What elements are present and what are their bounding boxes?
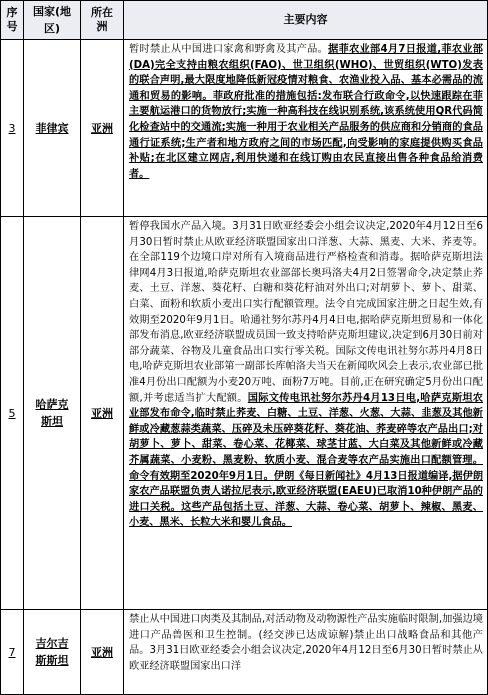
- row-continent: [81, 40, 124, 217]
- content-paragraph: 伊朗《每日新闻社》4月13日报道编译,据伊朗家农产品联盟负责人诺拉尼表示,欧亚经济联盟(EAEU)已取消10种伊朗产品的进口关税。这些产品包括土豆、洋葱、大蒜、卷心菜、胡萝卜、辣椒、黑麦、小麦、黑米、长粒大米和婴儿食品。: [129, 470, 484, 529]
- header-country: [24, 1, 81, 40]
- table-header-row: [1, 1, 488, 40]
- row-no: [1, 40, 24, 217]
- content-paragraph: 据菲农业部4月7日报道,菲农业部(DA)完全支持由粮农组织(FAO)、世卫组织(WHO)、世贸组织(WTO)发表的联合声明,最大限度地降低新冠疫情对粮食、农渔业投入品、基本必需品的流通和贸易的影响。: [129, 44, 483, 102]
- row-continent: [81, 610, 124, 695]
- content-paragraph: 暂时禁止从中国进口家禽和野禽及其产品。: [129, 44, 329, 55]
- content-paragraph: 国际文传电讯社努尔苏丹4月13日电,哈萨克斯坦农业部发布命令,临时禁止荞麦、白糖、土豆、洋葱、火葱、大蒜、韭葱及其他新鲜或冷藏葱蒜类蔬菜、压碎及未压碎葵花籽、葵花油、荞麦碎等农产品出口;对胡萝卜、萝卜、甜菜、卷心菜、花椰菜、球茎甘蓝、大白菜及其他新鲜或冷藏芥属蔬菜、小麦粉、黑麦粉、软质小麦、混合麦等农产品实施出口配额管理。命令有效期至2020年9月1日。: [129, 392, 483, 482]
- row-no-text: 7: [8, 645, 16, 659]
- content-paragraph: 暂停我国水产品入境。3月31日欧亚经委会小组会议决定,2020年4月12日至6月30日暂时禁止从欧亚经济联盟国家出口洋葱、大蒜、黑麦、大米、荞麦等。在全部119个边境口岸对所有入境商品进行严格检查和消毒。据哈萨克斯坦法律网4月3日报道,哈萨克斯坦农业部部长奥玛洛夫4月2日签署命令,决定禁止荞麦、土豆、洋葱、葵花籽、白糖和葵花籽油对外出口;对胡萝卜、萝卜、甜菜、白菜、面粉和软质小麦出口实行配额管理。法令自完成国家注册之日起生效,有效期至2020年9月1日。哈通社努尔苏丹4月4日电,据哈萨克斯坦贸易和一体化部发布消息,欧亚经济联盟成员国一致支持哈萨克斯坦建议,决定到6月30日前对部分蔬菜、谷物及儿童食品出口实行零关税。国际文传电讯社努尔苏丹4月8日电,哈萨克斯坦农业部第一副部长库帕洛夫当天在新闻吹风会上表示,农业部已批准4月份出口配额为小麦20万吨、面粉7万吨。目前,正在研究确定5月份出口配额,并考虑适当扩大配额。: [129, 221, 483, 404]
- table-row: [1, 610, 488, 695]
- header-no: [1, 1, 24, 40]
- row-no-text: 3: [8, 121, 16, 135]
- header-country-text: 国家(地 区): [32, 5, 72, 35]
- row-country-text: 吉尔吉 斯斯坦: [35, 637, 69, 667]
- content-paragraph: 在北区建立网店,利用快递和在线订购由农民直接出售各种食品给消费者。: [129, 153, 483, 180]
- row-continent-text: 亚洲: [91, 122, 113, 135]
- row-country: [24, 610, 81, 695]
- header-continent-text: 所在 洲: [91, 6, 113, 33]
- row-country-text: 菲律宾: [35, 121, 69, 135]
- row-content: [124, 610, 488, 695]
- row-country: [24, 217, 81, 610]
- row-no: [1, 610, 24, 695]
- content-paragraph: 禁止从中国进口肉类及其制品,对活动物及动物源性产品实施临时限制,加强边境进口产品兽医和卫生控制。(经交涉已达成谅解)禁止出口战略食品和其他产品。3月31日欧亚经委会小组会议决定,2020年4月12日至6月30日暂时禁止从欧亚经济联盟国家出口洋: [129, 614, 483, 672]
- table-row: [1, 40, 488, 217]
- header-content-text: 主要内容: [283, 13, 328, 26]
- row-no: [1, 217, 24, 610]
- row-continent-text: 亚洲: [91, 407, 113, 420]
- row-continent-text: 亚洲: [91, 646, 113, 659]
- header-continent: [81, 1, 124, 40]
- row-no-text: 5: [8, 406, 16, 420]
- row-country-text: 哈萨克 斯坦: [35, 398, 69, 428]
- header-no-text: 序 号: [6, 6, 18, 33]
- row-content: [124, 217, 488, 610]
- table-row: [1, 217, 488, 610]
- content-paragraph: 菲政府批准的措施包括:发布联合行政命令,以快速跟踪在菲主要航运港口的货物放行;实施一种高科技在线识别系统,该系统使用QR代码简化检查站中的交通流;实施一种用于农业相关产品服务的供应商和分销商的食品通行证系统;生产者和地方政府之间的市场匹配,向受影响的家庭提供购买食品补贴;: [129, 90, 483, 165]
- row-country: [24, 40, 81, 217]
- row-content: [124, 40, 488, 217]
- header-content: [124, 1, 488, 40]
- row-continent: [81, 217, 124, 610]
